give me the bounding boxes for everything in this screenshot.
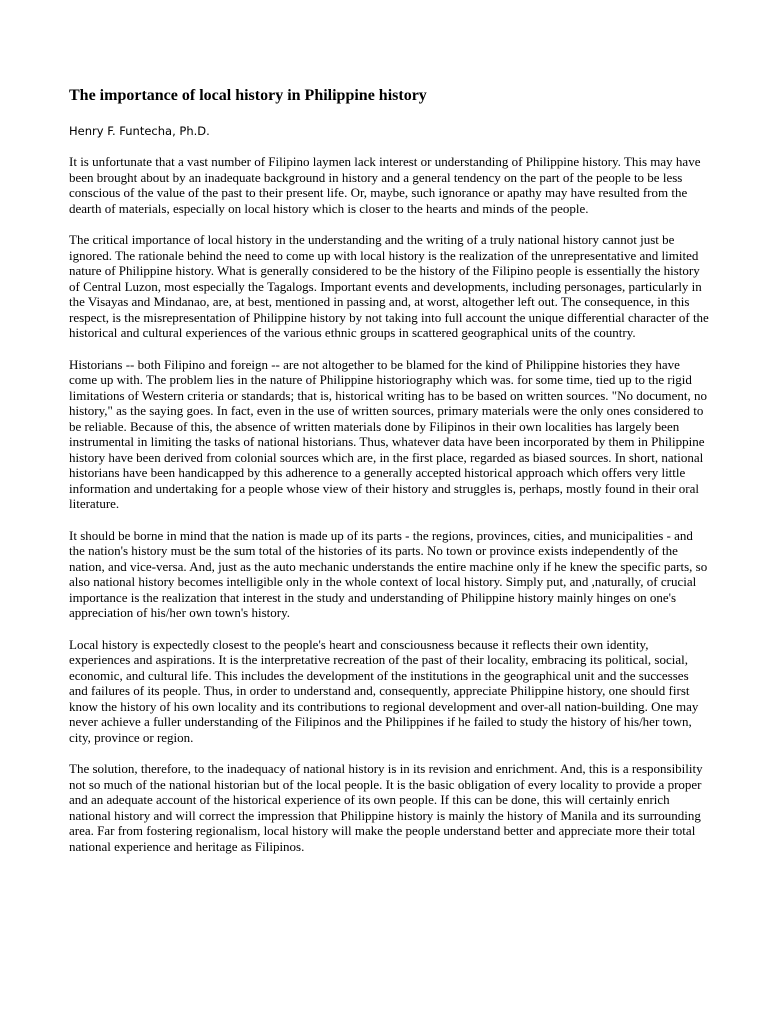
paragraph-4: It should be borne in mind that the nation is made up of its parts - the regions, provinces, cities, and municipalities - and the nation's history must be the sum total of the histories of its parts. No town or province exists independently of the nation, and vice-versa. And, just as the auto mechanic understands the entire machine only if he knew the specific parts, so also national history becomes intelligible only in the whole context of local history. Simply put, and ,naturally, of crucial importance is the realization that interest in the study and understanding of Philippine history mainly hinges on one's appreciation of his/her own town's history.: [69, 527, 708, 620]
paragraph-1: It is unfortunate that a vast number of Filipino laymen lack interest or understanding of Philippine history. This may have been brought about by an inadequate background in history and a general tendency on the part of the people to be less conscious of the value of the past to their present life. Or, maybe, such ignorance or apathy may have resulted from the dearth of materials, especially on local history which is closer to the hearts and minds of the people.: [69, 154, 701, 216]
paragraph-3: Historians -- both Filipino and foreign -- are not altogether to be blamed for the kind of Philippine histories they have come up with. The problem lies in the nature of Philippine historiography which was. for some time, tied up to the rigid limitations of Western criteria or standards; that is, historical writing has to be based on written sources. "No document, no history," as the saying goes. In fact, even in the use of written sources, primary materials were the only ones considered to be reliable. Because of this, the absence of written materials done by Filipinos in their own localities has largely been instrumental in limiting the tasks of national historians. Thus, whatever data have been incorporated by them in Philippine history have been derived from colonial sources which are, in the first place, regarded as biased sources. In short, national historians have been handicapped by this adherence to a generally accepted historical approach which offers very little information and undertaking for a people whose view of their history and struggles is, perhaps, mostly found in their oral literature.: [69, 356, 707, 511]
paragraph-6: The solution, therefore, to the inadequacy of national history is in its revision and enrichment. And, this is a responsibility not so much of the national historian but of the local people. It is the basic obligation of every locality to provide a proper and an adequate account of the historical experience of its own people. If this can be done, this will certainly enrich national history and will correct the impression that Philippine history is mainly the history of Manila and its surrounding area. Far from fostering regionalism, local history will make the people understand better and appreciate more their total national experience and heritage as Filipinos.: [69, 761, 703, 854]
paragraph-2: The critical importance of local history in the understanding and the writing of a truly national history cannot just be ignored. The rationale behind the need to come up with local history is the realization of the unrepresentative and limited nature of Philippine history. What is generally considered to be the history of the Filipino people is essentially the history of Central Luzon, most especially the Tagalogs. Important events and developments, including personages, particularly in the Visayas and Mindanao, are, at best, mentioned in passing and, at worst, altogether left out. The consequence, in this respect, is the misrepresentation of Philippine history by not taking into full account the unique differential character of the historical and cultural experiences of the various ethnic groups in scattered geographical units of the country.: [69, 232, 709, 340]
author-byline: Henry F. Funtecha, Ph.D.: [69, 124, 210, 138]
paragraph-5: Local history is expectedly closest to the people's heart and consciousness because it reflects their own identity, experiences and aspirations. It is the interpretative recreation of the past of their locality, embracing its political, social, economic, and cultural life. This includes the development of the institutions in the geographical unit and the successes and failures of its people. Thus, in order to understand and, consequently, appreciate Philippine history, one should first know the history of his own locality and its contributions to regional development and over-all nation-building. One may never achieve a fuller understanding of the Filipinos and the Philippines if he failed to study the history of his/her town, city, province or region.: [69, 636, 699, 745]
document-title: The importance of local history in Philippine history: [69, 87, 427, 104]
